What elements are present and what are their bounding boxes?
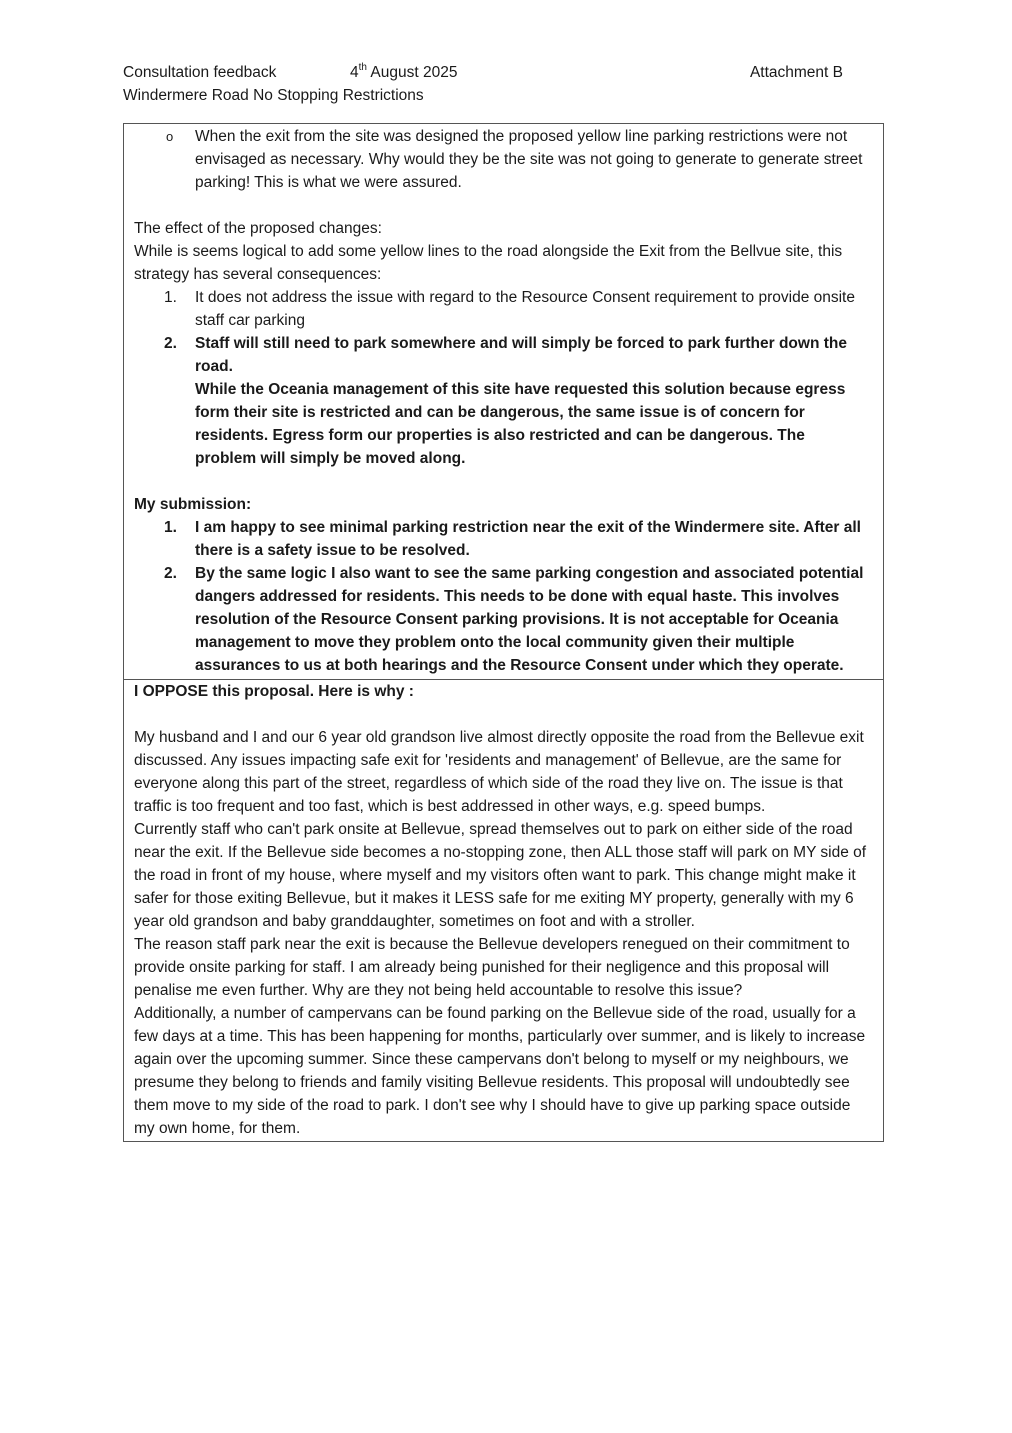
paragraph: My husband and I and our 6 year old grandson live almost directly opposite the road from the Bellevue exit discussed. Any issues impacting safe exit for 'residents and management' of Bellevue, are the same for everyone along this part of the street, regardless of which side of the road they live on. The issue is that traffic is too frequent and too fast, which is best addressed in other ways, e.g. speed bumps. [134,729,864,815]
feedback-cell-1 [124,124,883,679]
header-date: 4th August 2025 [350,61,458,81]
paragraph: The reason staff park near the exit is because the Bellevue developers renegued on their commitment to provide onsite parking for staff. I am already being punished for their negligence and this proposal will penalise me even further. Why are they not being held accountable to resolve this issue? [134,936,850,999]
header-row [123,61,843,84]
bullet-marker: o [166,129,174,144]
submission-heading: My submission: [134,496,252,513]
oppose-heading: I OPPOSE this proposal. Here is why : [134,683,414,700]
effect-intro: While is seems logical to add some yellow lines to the road alongside the Exit from the Bellvue site, this strategy has several consequences: [134,243,843,283]
list-item: 2. Staff will still need to park somewhere and will simply be forced to park further down the road. While the Oceania management of this site have requested this solution because egress form their site is restricted and can be dangerous, the same issue is of concern for residents. Egress form our properties is also restricted and can be dangerous. The problem will simply be moved along. [164,335,847,467]
list-item: 2. By the same logic I also want to see the same parking congestion and associated potential dangers addressed for residents. This needs to be done with equal haste. This involves resolution of the Resource Consent parking provisions. It is not acceptable for Oceania management to move they problem onto the local community given their multiple assurances to us at both hearings and the Resource Consent under which they operate. [164,565,864,674]
feedback-table [123,123,884,1142]
list-item: 1. I am happy to see minimal parking restriction near the exit of the Windermere site. After all there is a safety issue to be resolved. [164,519,861,559]
header-subtitle: Windermere Road No Stopping Restrictions [123,87,424,104]
list-item: 1. It does not address the issue with regard to the Resource Consent requirement to provide onsite staff car parking [164,289,855,329]
effect-heading: The effect of the proposed changes: [134,220,382,237]
list-item: o When the exit from the site was designed the proposed yellow line parking restrictions were not envisaged as necessary. Why would they be the site was not going to generate to generate street parking! This is what we were assured. [134,125,869,194]
paragraph: Currently staff who can't park onsite at Bellevue, spread themselves out to park on either side of the road near the exit. If the Bellevue side becomes a no-stopping zone, then ALL those staff will park on MY side of the road in front of my house, where myself and my visitors often want to park. This change might make it safer for those exiting Bellevue, but it makes it LESS safe for me exiting MY property, generally with my 6 year old grandson and baby granddaughter, sometimes on foot and with a stroller. [134,821,867,930]
page-header [123,61,843,107]
feedback-cell-2 [124,679,883,1141]
header-left: Consultation feedback [123,64,277,81]
paragraph: Additionally, a number of campervans can be found parking on the Bellevue side of the road, usually for a few days at a time. This has been happening for months, particularly over summer, and is likely to increase again over the upcoming summer. Since these campervans don't belong to myself or my neighbours, we presume they belong to friends and family visiting Bellevue residents. This proposal will undoubtedly see them move to my side of the road to park. I don't see why I should have to give up parking space outside my own home, for them. [134,1005,866,1137]
header-right: Attachment B [749,64,843,81]
